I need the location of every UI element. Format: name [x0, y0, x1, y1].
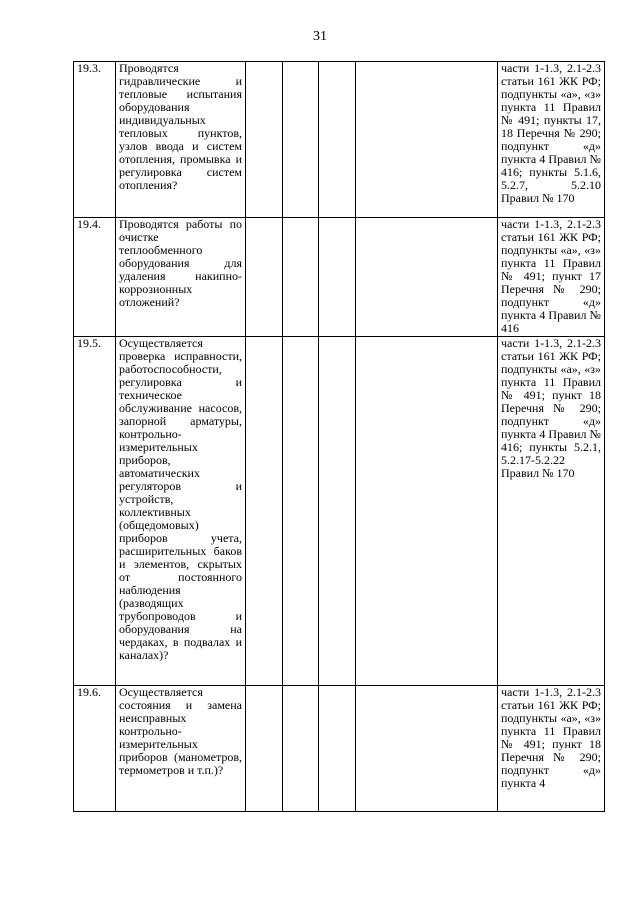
row-number: 19.3. [74, 62, 116, 218]
answer-cell [356, 218, 498, 337]
question-text: Проводятся работы по очистке теплообменного оборудования для удаления накипно-коррозионных отложений? [116, 218, 246, 337]
row-number: 19.5. [74, 337, 116, 686]
row-number: 19.4. [74, 218, 116, 337]
answer-cell [246, 62, 283, 218]
question-text: Осуществляется проверка исправности, работоспособности, регулировка и техническое обслуживание насосов, запорной арматуры, контрольно-измерительных приборов, автоматических регуляторов и устройств, коллективных (общедомовых) приборов учета, расширительных баков и элементов, скрытых от постоянного наблюдения (разводящих трубопроводов и оборудования на чердаках, в подвалах и каналах)? [116, 337, 246, 686]
answer-cell [356, 686, 498, 812]
checklist-table [73, 61, 605, 812]
answer-cell [246, 337, 283, 686]
references-text [498, 686, 605, 812]
answer-cell [319, 337, 356, 686]
answer-cell [356, 337, 498, 686]
references-text: части 1-1.3, 2.1-2.3 статьи 161 ЖК РФ; подпункты «а», «з» пункта 11 Правил № 491; пункты 17, 18 Перечня № 290; подпункт «д» пункта 4 Правил № 416; пункты 5.1.6, 5.2.7, 5.2.10 Правил № 170 [498, 62, 605, 218]
references-clip: части 1-1.3, 2.1-2.3 статьи 161 ЖК РФ; подпункты «а», «з» пункта 11 Правил № 491; пункт 18 Перечня № 290; подпункт «д» пункта 4 [501, 686, 601, 790]
table-row [74, 337, 605, 686]
answer-cell [246, 686, 283, 812]
page-number: 31 [313, 29, 327, 44]
references-text: части 1-1.3, 2.1-2.3 статьи 161 ЖК РФ; подпункты «а», «з» пункта 11 Правил № 491; пункт 17 Перечня № 290; подпункт «д» пункта 4 Правил № 416 [498, 218, 605, 337]
answer-cell [283, 337, 319, 686]
question-text: Осуществляется состояния и замена неисправных контрольно-измерительных приборов (манометров, термометров и т.п.)? [116, 686, 246, 812]
row-number: 19.6. [74, 686, 116, 812]
answer-cell [283, 62, 319, 218]
table-row [74, 686, 605, 812]
table-row [74, 218, 605, 337]
answer-cell [246, 218, 283, 337]
question-text: Проводятся гидравлические и тепловые испытания оборудования индивидуальных тепловых пунктов, узлов ввода и систем отопления, промывка и регулировка систем отопления? [116, 62, 246, 218]
answer-cell [319, 62, 356, 218]
answer-cell [283, 218, 319, 337]
answer-cell [319, 218, 356, 337]
answer-cell [356, 62, 498, 218]
answer-cell [319, 686, 356, 812]
references-text: части 1-1.3, 2.1-2.3 статьи 161 ЖК РФ; подпункты «а», «з» пункта 11 Правил № 491; пункт 18 Перечня № 290; подпункт «д» пункта 4 Правил № 416; пункты 5.2.1, 5.2.17-5.2.22 Правил № 170 [498, 337, 605, 686]
table-row [74, 62, 605, 218]
answer-cell [283, 686, 319, 812]
